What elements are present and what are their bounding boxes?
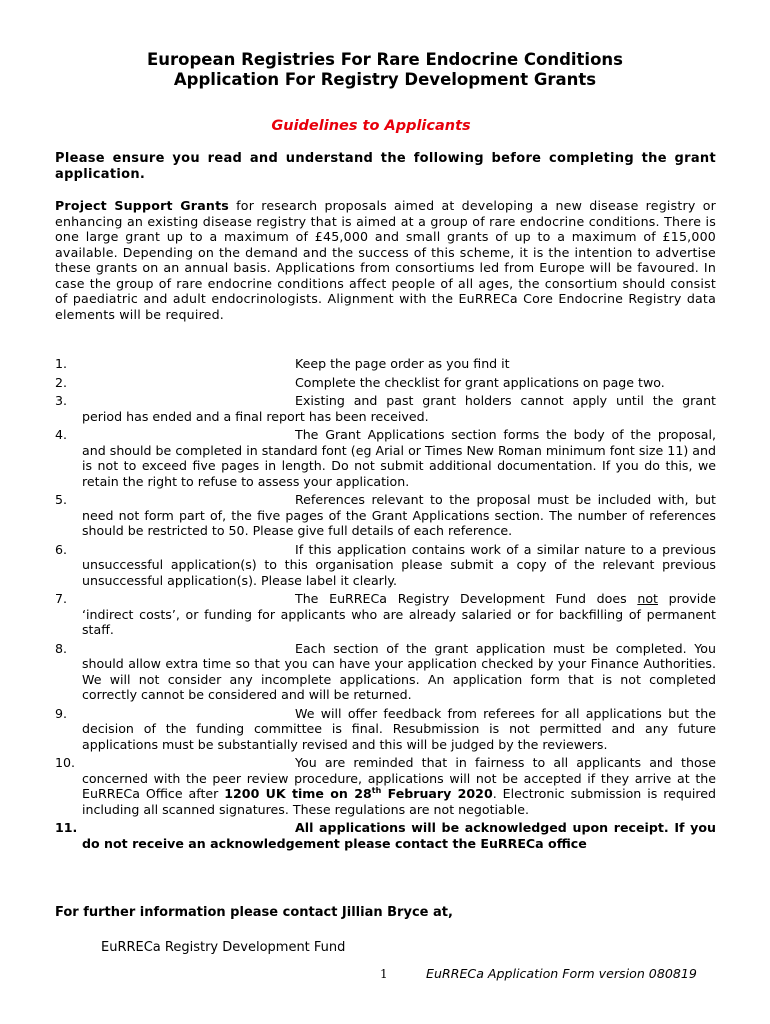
guidelines-list xyxy=(55,356,716,851)
list-text: Complete the checklist for grant applications on page two. xyxy=(295,374,665,390)
list-item xyxy=(55,492,716,539)
list-item xyxy=(55,356,716,372)
document-title-line2: Application For Registry Development Grants xyxy=(173,70,597,89)
list-number: 4. xyxy=(55,427,68,442)
project-grants-body: for research proposals aimed at developing a new disease registry or enhancing an existing disease registry that is aimed at a group of rare endocrine conditions. There is one large grant up to a maximum of £45,000 and small grants of up to a maximum of £15,000 available. Depending on the demand and the success of this scheme, it is the intention to advertise these grants on an annual basis. Applications from consortiums led from Europe will be favoured. In case the group of rare endocrine conditions affect people of all ages, the consortium should consist of paediatric and adult endocrinologists. Alignment with the EuRRECa Core Endocrine Registry data elements will be required. xyxy=(55,198,716,322)
list-item xyxy=(55,375,716,391)
further-information: For further information please contact Jillian Bryce at, xyxy=(55,905,453,920)
list-item xyxy=(55,755,716,817)
list-item xyxy=(55,427,716,489)
project-grants-paragraph xyxy=(55,198,716,322)
list-text: Existing and past grant holders cannot apply until the grant period has ended and a final report has been received. xyxy=(82,393,716,424)
page-number: 1 xyxy=(380,967,388,981)
list-text xyxy=(55,591,716,638)
list-text-part: The EuRRECa Registry Development Fund does xyxy=(295,591,638,606)
deadline-date: February 2020 xyxy=(381,786,493,801)
list-text: The Grant Applications section forms the body of the proposal, and should be completed in standard font (eg Arial or Times New Roman minimum font size 11) and is not to exceed five pages in length. Do not submit additional documentation. If you do this, we retain the right to refuse to assess your application. xyxy=(82,427,716,489)
guidelines-subtitle: Guidelines to Applicants xyxy=(271,118,471,134)
list-number: 1. xyxy=(55,356,68,371)
intro-paragraph: Please ensure you read and understand the following before completing the grant application. xyxy=(55,151,716,182)
list-item xyxy=(55,641,716,703)
list-number: 6. xyxy=(55,541,68,557)
list-text: Each section of the grant application must be completed. You should allow extra time so that you can have your application checked by your Finance Authorities. We will not consider any incomplete applications. An application form that is not completed correctly cannot be considered and will be returned. xyxy=(82,640,716,702)
list-number: 7. xyxy=(55,591,68,606)
list-text xyxy=(55,755,716,817)
form-version-footer: EuRRECa Application Form version 080819 xyxy=(426,966,697,981)
list-text-part: You are reminded that in fairness to all applicants and those concerned with the peer review procedure, applications will not be accepted if they arrive at the EuRRECa Office after xyxy=(82,755,716,801)
list-number: 2. xyxy=(55,374,68,390)
list-item xyxy=(55,591,716,638)
deadline-ordinal: th xyxy=(371,786,382,795)
list-text: We will offer feedback from referees for all applications but the decision of the funding committee is final. Resubmission is not permitted and any future applications must be substantially revised and this will be judged by the reviewers. xyxy=(82,705,716,752)
list-text: Keep the page order as you find it xyxy=(295,356,510,371)
list-text-part: . Electronic submission is required including all scanned signatures. These regulations are not negotiable. xyxy=(82,786,716,817)
document-title-line1: European Registries For Rare Endocrine Conditions xyxy=(147,50,623,69)
list-number: 5. xyxy=(55,492,68,507)
list-number: 11. xyxy=(55,820,78,835)
list-item xyxy=(55,393,716,424)
list-item xyxy=(55,542,716,589)
fund-name: EuRRECa Registry Development Fund xyxy=(101,940,346,955)
list-number: 3. xyxy=(55,393,68,408)
list-item xyxy=(55,706,716,753)
deadline-time: 1200 UK time on 28 xyxy=(224,786,372,801)
project-grants-heading: Project Support Grants xyxy=(55,198,229,213)
list-text-part: provide ‘indirect costs’, or funding for applicants who are already salaried or for backfilling of permanent staff. xyxy=(82,591,716,637)
list-text: References relevant to the proposal must be included with, but need not form part of, the five pages of the Grant Applications section. The number of references should be restricted to 50. Please give full details of each reference. xyxy=(82,492,716,538)
underlined-not: not xyxy=(637,591,658,606)
list-number: 9. xyxy=(55,705,68,721)
list-item xyxy=(55,820,716,851)
list-number: 8. xyxy=(55,640,68,656)
list-text: If this application contains work of a similar nature to a previous unsuccessful application(s) to this organisation please submit a copy of the relevant previous unsuccessful application(s). Please label it clearly. xyxy=(82,541,716,588)
list-number: 10. xyxy=(55,755,76,770)
list-text: All applications will be acknowledged upon receipt. If you do not receive an acknowledgement please contact the EuRRECa office xyxy=(82,820,716,851)
